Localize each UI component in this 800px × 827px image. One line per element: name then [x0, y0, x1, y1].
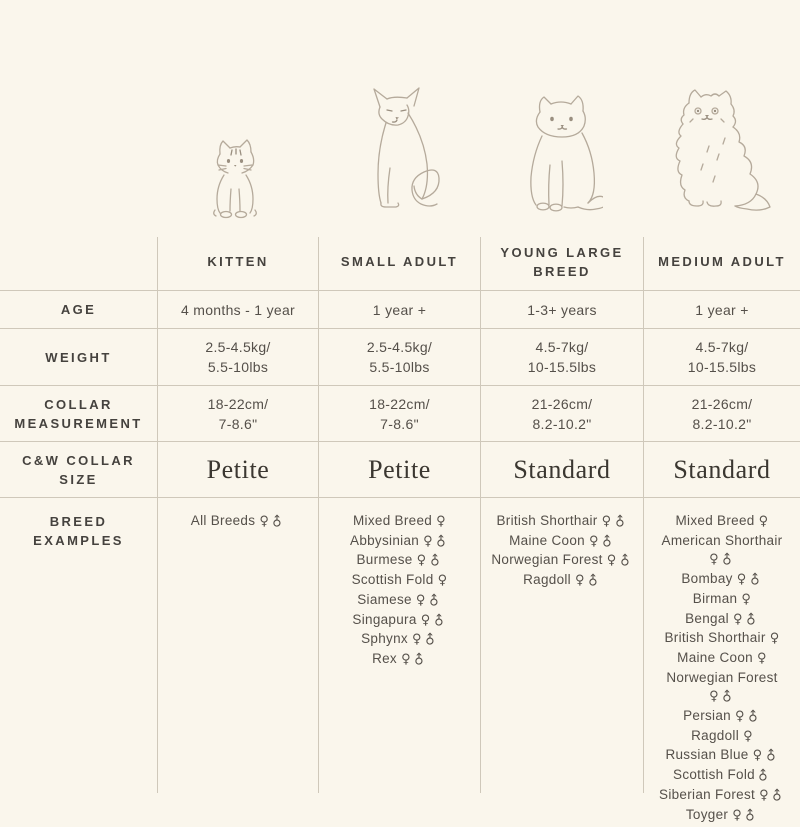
- cell-text-line: 8.2-10.2": [692, 415, 752, 432]
- sex-icons: [709, 687, 738, 707]
- female-icon: ♀: [401, 651, 411, 667]
- sex-icons: [606, 551, 635, 571]
- breed-name: Persian: [683, 708, 731, 724]
- sex-icons: [436, 513, 446, 528]
- male-icon: ♂: [741, 806, 761, 826]
- cell-text-line: 7-8.6": [218, 415, 258, 432]
- breed-name: Siberian Forest: [659, 786, 756, 802]
- male-icon: ♂: [268, 512, 288, 532]
- female-icon: ♀: [743, 728, 753, 744]
- female-icon: ♀: [709, 552, 719, 568]
- breed-name: Ragdoll: [523, 572, 571, 588]
- table-cell: [481, 386, 644, 442]
- breed-name: Ragdoll: [691, 727, 739, 743]
- breed-entry: [357, 591, 445, 611]
- female-icon: ♀: [759, 787, 769, 803]
- sex-icons: [575, 571, 604, 591]
- cell-text-line: 5.5-10lbs: [207, 359, 269, 375]
- breed-entry: [681, 570, 765, 590]
- table-cell: [319, 442, 481, 498]
- sex-icons: [401, 650, 430, 670]
- breed-entry: [676, 512, 769, 532]
- breed-entry: [361, 630, 441, 650]
- breed-list-cell: [158, 498, 319, 793]
- cell-text-line: 10-15.5lbs: [527, 359, 597, 375]
- cell-text-line: Petite: [368, 454, 431, 484]
- female-icon: ♀: [589, 533, 599, 549]
- breed-entry: [352, 571, 448, 591]
- male-icon: ♂: [410, 650, 430, 670]
- male-icon: ♂: [744, 707, 764, 727]
- table-corner-cell: [0, 237, 158, 291]
- male-icon: ♂: [421, 630, 441, 650]
- breed-name: Russian Blue: [665, 747, 749, 763]
- female-icon: ♀: [769, 631, 780, 647]
- breed-entry: [685, 610, 762, 630]
- table-cell: [319, 329, 481, 386]
- cell-text-line: 2.5-4.5kg/: [366, 339, 433, 355]
- cell-text-line: 4 months - 1 year: [180, 301, 296, 318]
- cell-text-line: Standard: [673, 454, 771, 484]
- young-large-breed-cat-illustration: [523, 93, 603, 215]
- breed-name: Norwegian Forest: [491, 552, 603, 568]
- sex-icons: [589, 532, 618, 552]
- sex-icons: [752, 746, 781, 766]
- male-icon: ♂: [598, 532, 618, 552]
- breed-name: Norwegian Forest: [666, 669, 778, 685]
- female-icon: ♀: [415, 592, 426, 608]
- female-icon: ♀: [741, 591, 752, 607]
- breed-list-cell: [319, 498, 481, 793]
- sex-icons: [736, 570, 765, 590]
- cell-text-line: 4.5-7kg/: [535, 339, 589, 355]
- cell-text-line: 18-22cm/: [207, 395, 269, 412]
- female-icon: ♀: [575, 573, 585, 589]
- female-icon: ♀: [709, 689, 719, 705]
- female-icon: ♀: [437, 573, 448, 589]
- breed-name: Maine Coon: [677, 649, 753, 665]
- breed-entry: [352, 611, 449, 631]
- breed-entry: [693, 590, 751, 610]
- kitten-cat-illustration: [211, 139, 259, 219]
- breed-name: Bombay: [681, 571, 733, 587]
- table-cell: [158, 329, 319, 386]
- female-icon: ♀: [757, 650, 767, 666]
- size-chart-table: [0, 237, 800, 826]
- cell-text-line: 18-22cm/: [369, 395, 430, 412]
- column-header-medium-adult: MEDIUM ADULT: [644, 237, 800, 291]
- female-icon: ♀: [752, 748, 763, 764]
- table-cell: [481, 442, 644, 498]
- breed-entry: [683, 707, 764, 727]
- table-cell: [644, 329, 800, 386]
- breed-entry: [190, 512, 288, 532]
- breed-name: Scottish Fold: [351, 572, 434, 588]
- male-icon: ♂: [424, 591, 445, 611]
- male-icon: ♂: [425, 551, 445, 571]
- cell-text-line: 21-26cm/: [691, 395, 753, 412]
- small-adult-cat-illustration: [356, 86, 446, 215]
- breed-entry: [685, 806, 761, 826]
- breed-name: American Shorthair: [661, 532, 783, 548]
- sex-icons: [423, 532, 452, 552]
- cell-text-line: 1 year +: [695, 301, 749, 318]
- sex-icons: [770, 630, 780, 645]
- male-icon: ♂: [718, 550, 738, 570]
- male-icon: ♂: [768, 786, 788, 806]
- sex-icons: [709, 550, 738, 570]
- cell-text-line: 8.2-10.2": [532, 415, 592, 432]
- row-label-breed-examples: BREED EXAMPLES: [0, 498, 158, 793]
- breed-entry: [509, 532, 618, 552]
- male-icon: ♂: [584, 571, 604, 591]
- female-icon: ♀: [733, 611, 743, 627]
- breed-name: Maine Coon: [509, 532, 585, 548]
- male-icon: ♂: [615, 551, 635, 571]
- medium-adult-cat-illustration: [667, 88, 775, 215]
- female-icon: ♀: [758, 514, 769, 529]
- table-cell: [644, 442, 800, 498]
- breed-name: Scottish Fold: [673, 767, 755, 783]
- cell-text-line: 4.5-7kg/: [695, 339, 749, 355]
- breed-name: Siamese: [357, 591, 412, 607]
- breed-list-cell: [644, 498, 800, 826]
- table-cell: [481, 291, 644, 329]
- breed-name: Mixed Breed: [675, 513, 755, 528]
- cell-text-line: Petite: [206, 454, 270, 484]
- breed-entry: [496, 512, 630, 532]
- sex-icons: [259, 512, 288, 532]
- breed-name: Toyger: [685, 806, 729, 822]
- column-header-kitten: KITTEN: [158, 237, 319, 291]
- breed-entry: [652, 532, 792, 570]
- column-header-young-large-breed: YOUNG LARGE BREED: [481, 237, 644, 291]
- female-icon: ♀: [412, 632, 422, 648]
- sex-icons: [759, 513, 769, 528]
- female-icon: ♀: [420, 612, 431, 628]
- breed-entry: [523, 571, 604, 591]
- table-cell: [644, 291, 800, 329]
- breed-name: All Breeds: [190, 513, 256, 528]
- table-cell: [158, 442, 319, 498]
- cell-text-line: 5.5-10lbs: [369, 359, 430, 375]
- female-icon: ♀: [736, 572, 747, 588]
- breed-entry: [372, 650, 430, 670]
- table-cell: [319, 291, 481, 329]
- sex-icons: [743, 728, 753, 743]
- table-cell: [481, 329, 644, 386]
- breed-entry: [665, 746, 781, 766]
- table-cell: [158, 291, 319, 329]
- male-icon: ♂: [432, 532, 452, 552]
- breed-entry: [652, 669, 792, 707]
- breed-entry: [673, 766, 774, 786]
- sex-icons: [754, 766, 774, 786]
- table-cell: [644, 386, 800, 442]
- breed-name: Sphynx: [361, 631, 408, 647]
- female-icon: ♀: [606, 553, 617, 569]
- male-icon: ♂: [718, 687, 738, 707]
- breed-entry: [659, 786, 788, 806]
- sex-icons: [757, 650, 767, 665]
- male-icon: ♂: [745, 570, 765, 590]
- cell-text-line: 21-26cm/: [531, 395, 593, 412]
- sex-icons: [741, 591, 751, 606]
- breed-name: Bengal: [685, 610, 729, 626]
- sex-icons: [733, 610, 762, 630]
- breed-name: British Shorthair: [496, 513, 598, 528]
- male-icon: ♂: [761, 746, 781, 766]
- breed-list-cell: [481, 498, 644, 793]
- sex-icons: [438, 572, 448, 587]
- breed-name: British Shorthair: [664, 630, 766, 646]
- female-icon: ♀: [601, 514, 612, 529]
- female-icon: ♀: [735, 709, 745, 725]
- breed-entry: [677, 649, 767, 669]
- breed-name: Singapura: [352, 611, 417, 627]
- cell-text-line: 1 year +: [372, 301, 427, 318]
- breed-entry: [350, 532, 452, 552]
- breed-name: Rex: [372, 650, 397, 666]
- row-label-c-w-collar-size: C&W COLLAR SIZE: [0, 442, 158, 498]
- cell-text-line: 7-8.6": [380, 415, 419, 432]
- cat-illustrations-row: [0, 0, 800, 237]
- breed-name: Birman: [692, 590, 738, 606]
- breed-entry: [664, 629, 779, 649]
- female-icon: ♀: [732, 807, 743, 823]
- breed-name: Mixed Breed: [353, 513, 433, 528]
- sex-icons: [416, 551, 445, 571]
- sex-icons: [601, 512, 630, 532]
- breed-entry: [491, 551, 635, 571]
- sex-icons: [415, 591, 445, 611]
- cell-text-line: 2.5-4.5kg/: [205, 339, 271, 355]
- female-icon: ♀: [436, 514, 446, 529]
- sex-icons: [412, 630, 441, 650]
- row-label-weight: WEIGHT: [0, 329, 158, 386]
- cell-text-line: 1-3+ years: [527, 301, 597, 318]
- sex-icons: [420, 611, 449, 631]
- table-cell: [158, 386, 319, 442]
- row-label-age: AGE: [0, 291, 158, 329]
- male-icon: ♂: [754, 766, 774, 786]
- sex-icons: [732, 806, 761, 826]
- male-icon: ♂: [610, 512, 630, 532]
- column-header-small-adult: SMALL ADULT: [319, 237, 481, 291]
- breed-name: Abbysinian: [350, 532, 420, 548]
- sex-icons: [735, 707, 764, 727]
- breed-entry: [356, 551, 445, 571]
- cell-text-line: Standard: [513, 454, 611, 484]
- female-icon: ♀: [259, 514, 270, 529]
- breed-entry: [353, 512, 446, 532]
- breed-entry: [691, 727, 753, 747]
- female-icon: ♀: [416, 553, 427, 569]
- row-label-collar-measurement: COLLAR MEASUREMENT: [0, 386, 158, 442]
- table-cell: [319, 386, 481, 442]
- male-icon: ♂: [742, 610, 762, 630]
- breed-name: Burmese: [356, 552, 413, 568]
- female-icon: ♀: [423, 533, 433, 549]
- cell-text-line: 10-15.5lbs: [687, 359, 757, 375]
- male-icon: ♂: [429, 611, 449, 631]
